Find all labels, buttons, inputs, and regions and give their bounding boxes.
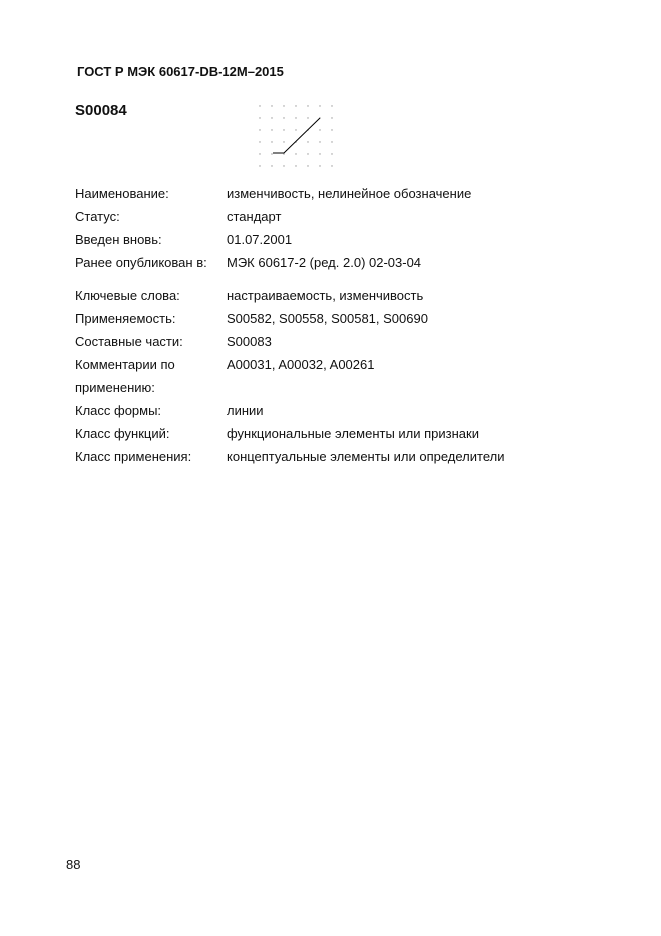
field-label: Класс формы: (75, 403, 162, 418)
grid-dot (295, 105, 296, 106)
grid-dot (331, 165, 332, 166)
field-value: линии (227, 403, 264, 418)
field-value: S00582, S00558, S00581, S00690 (227, 311, 428, 326)
grid-dot (259, 165, 260, 166)
field-label: применению: (75, 380, 155, 395)
grid-dot (319, 105, 320, 106)
grid-dot (319, 165, 320, 166)
field-label: Комментарии по (75, 357, 175, 372)
grid-dot (295, 165, 296, 166)
grid-dot (307, 165, 308, 166)
grid-dot (271, 129, 272, 130)
grid-dot (259, 141, 260, 142)
field-value: A00031, A00032, A00261 (227, 357, 375, 372)
field-value: изменчивость, нелинейное обозначение (227, 186, 472, 201)
grid-dot (319, 153, 320, 154)
grid-dot (295, 117, 296, 118)
page-number: 88 (66, 857, 81, 872)
field-label: Применяемость: (75, 311, 176, 326)
field-label: Статус: (75, 209, 120, 224)
grid-dot (295, 129, 296, 130)
grid-dot (259, 117, 260, 118)
field-value: концептуальные элементы или определители (227, 449, 505, 464)
grid-dot (259, 105, 260, 106)
field-value: настраиваемость, изменчивость (227, 288, 424, 303)
grid-dot (271, 141, 272, 142)
grid-dot (295, 153, 296, 154)
grid-dot (283, 117, 284, 118)
field-value: 01.07.2001 (227, 232, 293, 247)
grid-dot (331, 117, 332, 118)
grid-dot (271, 165, 272, 166)
grid-dot (271, 117, 272, 118)
grid-dot (331, 141, 332, 142)
field-value: стандарт (227, 209, 282, 224)
field-label: Ранее опубликован в: (75, 255, 207, 270)
field-label: Ключевые слова: (75, 288, 180, 303)
field-label: Класс применения: (75, 449, 192, 464)
grid-dot (331, 105, 332, 106)
grid-dot (283, 153, 284, 154)
field-label: Наименование: (75, 186, 169, 201)
field-label: Класс функций: (75, 426, 170, 441)
symbol-graphic (254, 100, 338, 170)
grid-dot (319, 141, 320, 142)
grid-dot (307, 153, 308, 154)
field-label: Составные части: (75, 334, 183, 349)
grid-dot (283, 141, 284, 142)
field-value: функциональные элементы или признаки (227, 426, 479, 441)
field-value: МЭК 60617-2 (ред. 2.0) 02-03-04 (227, 255, 422, 270)
grid-dot (319, 129, 320, 130)
grid-dot (307, 105, 308, 106)
document-header: ГОСТ Р МЭК 60617-DB-12M–2015 (77, 64, 284, 79)
grid-dot (259, 153, 260, 154)
grid-dot (283, 165, 284, 166)
grid-dot (307, 117, 308, 118)
grid-dot (331, 153, 332, 154)
grid-dot (283, 129, 284, 130)
grid-dot (307, 141, 308, 142)
grid-dot (331, 129, 332, 130)
grid-dot (271, 153, 272, 154)
grid-dot (259, 129, 260, 130)
grid-dot (271, 105, 272, 106)
field-label: Введен вновь: (75, 232, 162, 247)
grid-dot (283, 105, 284, 106)
symbol-code: S00084 (75, 102, 127, 119)
field-value: S00083 (227, 334, 272, 349)
